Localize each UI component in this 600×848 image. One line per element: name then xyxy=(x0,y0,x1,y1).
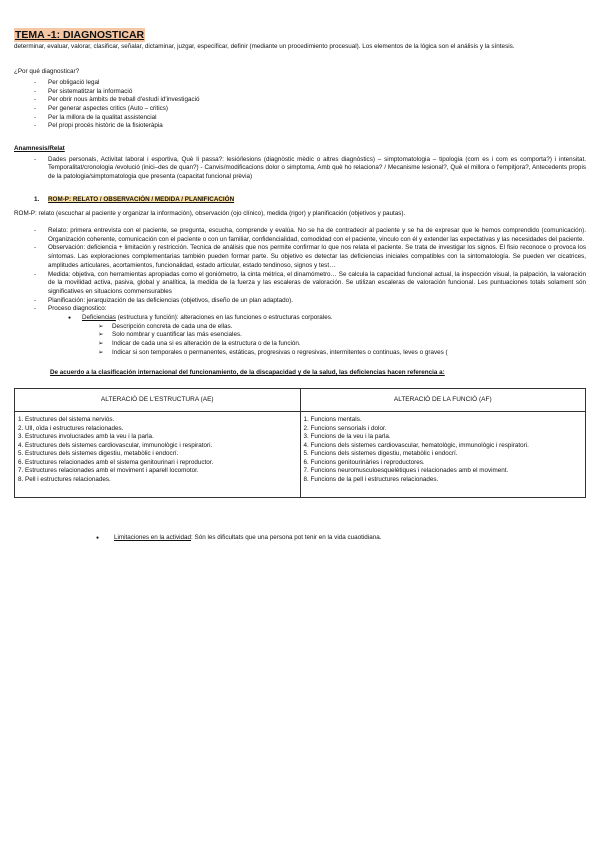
table-cell-line: 3. Funcions de la veu i la parla. xyxy=(303,433,391,441)
classification-text: De acuerdo a la clasificación internacional del funcionamiento, de la discapacidad y de la salud, las deficiencias hacen referencia a: xyxy=(50,369,445,377)
table-cell-line: 3. Estructures involucrades amb la veu i la parla. xyxy=(18,433,154,441)
why-question: ¿Por qué diagnosticar? xyxy=(14,68,80,76)
table-cell-line: 2. Ull, oïda i estructures relacionades. xyxy=(18,424,124,432)
limitaciones-label: Limitaciones en la actividad xyxy=(114,533,192,541)
section-heading xyxy=(34,196,586,205)
deficiencias-item xyxy=(14,314,586,323)
section-title: ROM-P: RELATO / OBSERVACIÓN / MEDIDA / PLANIFICACIÓN xyxy=(48,195,235,203)
anamnesis-list xyxy=(14,156,586,182)
table-cell-line: 8. Funcions de la pell i estructures relacionades. xyxy=(303,476,439,484)
list-item-medida: - Medida: objetiva, con herramientas apropiadas como el goniómetro, la cinta métrica, el dinamómetro… Se calcula la capacidad funcional actual, la inspección visual, la palpación, la valoración de la movilidad activa, pasiva, global y analítica, la medida de la fuerza y las escaleras de valoración. Se utilizan escaleras de valoración funcional. Les puntuaciones totals solament són significatives en situacions commensurables xyxy=(14,271,586,297)
why-list xyxy=(14,79,586,131)
list-item: - Per generar aspectes critics (Auto – critics) xyxy=(14,105,586,114)
table-cell-line: 1. Estructures del sistema nerviós. xyxy=(18,416,115,424)
structure-column xyxy=(15,412,301,498)
table-cell-line: 5. Estructures dels sistemes digestiu, metabòlic i endocrí. xyxy=(18,450,179,458)
table-cell-line: 6. Estructures relacionades amb el sistema genitourinari i reproductor. xyxy=(18,458,214,466)
table-cell-line: 7. Funcions neuromusculoesquelètiques i relacionades amb el moviment. xyxy=(303,467,509,475)
list-item: - Per obrir nous àmbits de treball d'estudi id'investigació xyxy=(14,96,586,105)
list-item-proceso: - Proceso diagnostico: xyxy=(14,305,586,314)
table-cell-line: 7. Estructures relacionades amb el moviment i aparell locomotor. xyxy=(18,467,199,475)
list-item-observacion: - Observación: deficiencia + limitación y restricción. Tecnica de análisis que nos permite confirmar lo que nos relata el paciente. Se trata de investigar los signos. El fisio reconoce o provoca los síntomas. Las exploraciones complementarias también pueden formar parte. Su objetivo es detectar las deficiencias iniciales compatibles con la sintomatología. Se pueden ver cicatrices, amplitudes articulares, acortamientos, funcionalidad, estado articular, estado tendinoso, signos y test… xyxy=(14,244,586,270)
arrow-item: ➢ Indicar de cada una si es alteración de la estructura o de la función. xyxy=(14,340,586,349)
arrow-item: ➢ Descripción concreta de cada una de ellas. xyxy=(14,323,586,332)
table-cell-line: 6. Funcions genitourinàries i reproductores. xyxy=(303,458,425,466)
limitaciones-item xyxy=(14,534,586,543)
list-item: - Per obligació legal xyxy=(14,79,586,88)
list-item: - Per la millora de la qualitat assistencial xyxy=(14,114,586,123)
intro-paragraph: determinar, evaluar, valorar, clasificar, señalar, dictaminar, juzgar, especificar, definir (mediante un procedimiento procesual). Los elementos de la lógica son el análisis y la síntesis. xyxy=(14,43,515,51)
deficiencias-label: Deficiencias xyxy=(82,313,116,321)
anamnesis-heading: Anamnesis/Relat xyxy=(14,144,65,152)
list-item: - Per sistematitzar la informació xyxy=(14,88,586,97)
list-item-relato: - Relato: primera entrevista con el paciente, se pregunta, escucha, comprende y evalúa. No se ha de contradecir al paciente y se ha de expresar que le hemos comprendido (comunicación). Organización coherente, comunicación con el paciente o con un familiar, confidencialidad, comodidad con el paciente, vinculo con él y extender las expectativas y las necesidades del paciente. xyxy=(14,227,586,244)
table-cell-line: 4. Estructures dels sistemes cardiovascular, immunològic i respiratori. xyxy=(18,441,213,449)
page-title: TEMA -1: DIAGNOSTICAR xyxy=(15,29,145,41)
limitaciones-text: : Són les dificultats que una persona pot tenir en la vida cuaotidiana. xyxy=(191,533,382,541)
table-cell-line: 4. Funcions dels sistemes cardiovascular, hematològic, immunològic i respiratori. xyxy=(303,441,529,449)
function-column xyxy=(300,412,586,498)
rom-list xyxy=(14,227,586,314)
anamnesis-text: - Dades personals, Activitat laboral i esportiva, Què li passa?: lesió/lesions (diagnòstic mèdic o altres diagnòstics) – simptomatologia – tipologia (com es i com es comporta?) i intensitat. Temporalitat/cronologia /evolució (inici–des de quan?) - Canvis/modificacions dolor o simptoma, Amb què ho relaciona? / Mecanisme lesional?, Què el millora o l'empitjora?, Antecedents propis de la patologia/simptomatologia que presenta (capacitat funcional prèvia) xyxy=(14,156,586,182)
arrow-item: ➢ Indicar si son temporales o permanentes, estáticas, progresivas o regresivas, intermitentes o continuas, leves o graves ( xyxy=(14,349,586,358)
list-item: - Pel propi procés històric de la fisioteràpia xyxy=(14,122,586,131)
list-item-planificacion: - Planificación: jerarquización de las deficiencias (objetivos, diseño de un plan adaptado). xyxy=(14,297,586,306)
rom-definition: ROM-P: relato (escuchar al paciente y organizar la información), observación (ojo clínico), medida (rigor) y planificación (objetivos y pautas). xyxy=(14,210,406,218)
table-header-structure: ALTERACIÓ DE L'ESTRUCTURA (AE) xyxy=(15,389,301,412)
section-number: 1. xyxy=(34,195,40,203)
table-cell-line: 1. Funcions mentals. xyxy=(303,416,362,424)
document-page xyxy=(14,28,586,542)
table-header-function: ALTERACIÓ DE LA FUNCIÓ (AF) xyxy=(300,389,586,412)
table-cell-line: 8. Pell i estructures relacionades. xyxy=(18,476,111,484)
arrow-item: ➢ Solo nombrar y cuantificar las más esenciales. xyxy=(14,331,586,340)
table-cell-line: 5. Funcions dels sistemes digestiu, metabòlic i endocrí. xyxy=(303,450,458,458)
table-cell-line: 2. Funcions sensorials i dolor. xyxy=(303,424,387,432)
deficiencias-text: (estructura y función): alteraciones en las funciones o estructuras corporales. xyxy=(115,313,333,321)
deficiency-table xyxy=(14,388,586,498)
